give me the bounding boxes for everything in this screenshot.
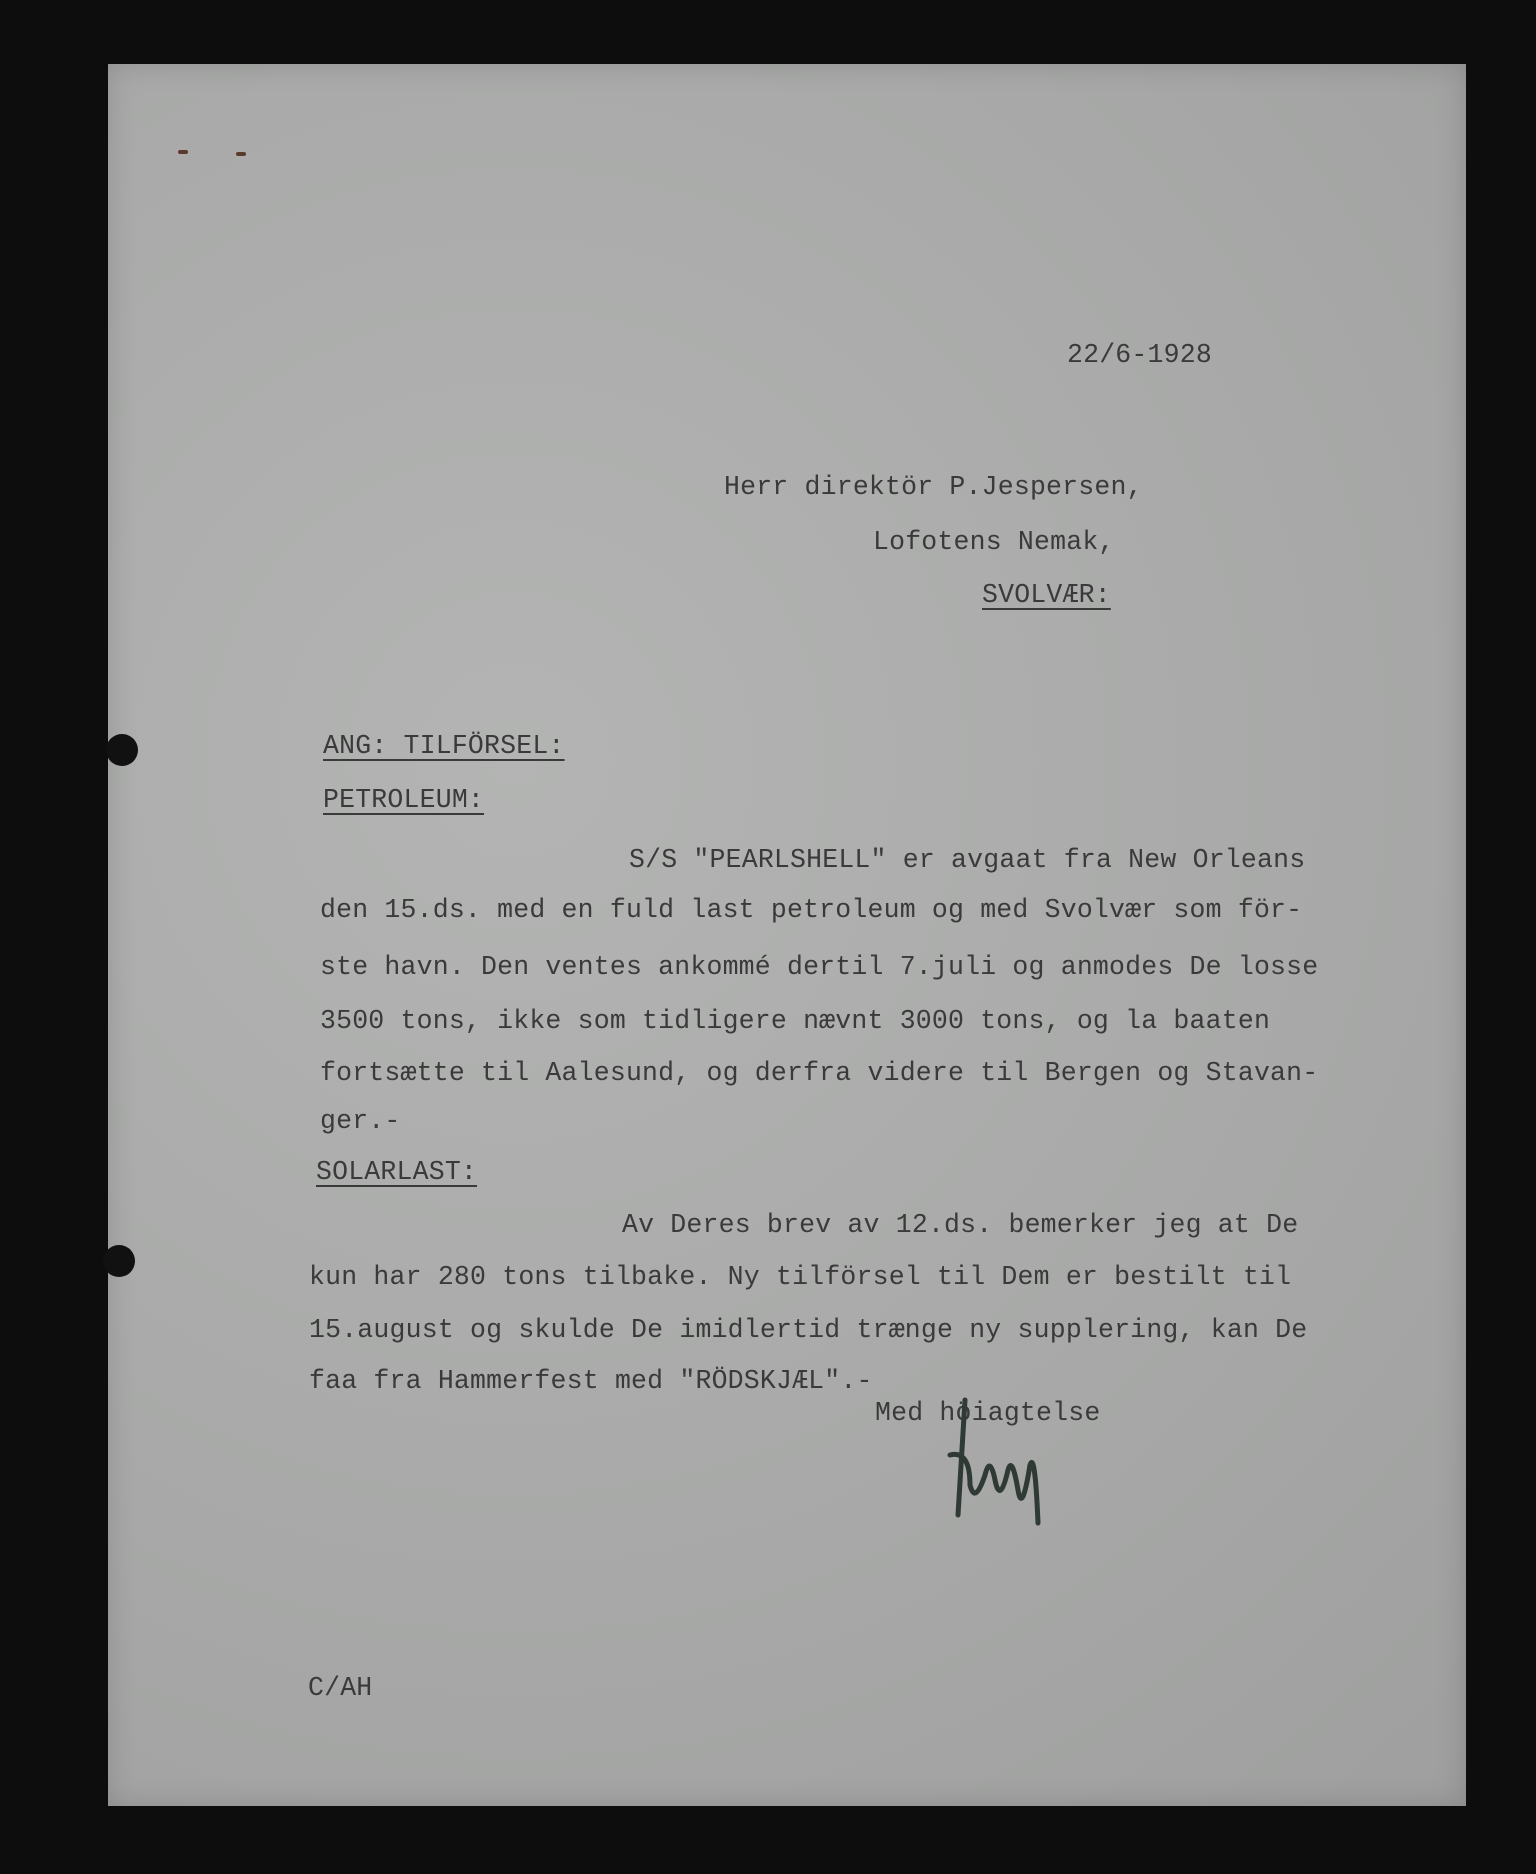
body-line: Av Deres brev av 12.ds. bemerker jeg at De — [622, 1210, 1299, 1240]
body-line: ger.- — [320, 1106, 401, 1136]
body-line: faa fra Hammerfest med "RÖDSKJÆL".- — [309, 1366, 873, 1396]
closing: Med höiagtelse — [875, 1398, 1101, 1428]
body-line: kun har 280 tons tilbake. Ny tilförsel til Dem er bestilt til — [309, 1262, 1292, 1292]
letter-date: 22/6-1928 — [1067, 340, 1212, 370]
punch-hole — [106, 734, 138, 766]
body-line: S/S "PEARLSHELL" er avgaat fra New Orleans — [629, 845, 1306, 875]
body-line: 15.august og skulde De imidlertid trænge ny supplering, kan De — [309, 1315, 1308, 1345]
ink-mark — [236, 152, 246, 156]
body-line: ste havn. Den ventes ankommé dertil 7.juli og anmodes De losse — [320, 952, 1319, 982]
typist-initials: C/AH — [308, 1673, 373, 1703]
body-line: fortsætte til Aalesund, og derfra videre til Bergen og Stavan- — [320, 1058, 1319, 1088]
letter-page — [108, 64, 1466, 1806]
punch-hole — [103, 1245, 135, 1277]
recipient-name: Herr direktör P.Jespersen, — [724, 472, 1143, 502]
handwritten-signature — [940, 1395, 1050, 1530]
section-heading-solarlast: SOLARLAST: — [316, 1157, 478, 1187]
body-line: 3500 tons, ikke som tidligere nævnt 3000 tons, og la baaten — [320, 1006, 1271, 1036]
recipient-city: SVOLVÆR: — [982, 580, 1111, 610]
subject-heading: ANG: TILFÖRSEL: — [323, 731, 565, 761]
recipient-company: Lofotens Nemak, — [873, 527, 1115, 557]
ink-mark — [178, 150, 188, 154]
body-line: den 15.ds. med en fuld last petroleum og med Svolvær som för- — [320, 895, 1303, 925]
section-heading-petroleum: PETROLEUM: — [323, 785, 485, 815]
